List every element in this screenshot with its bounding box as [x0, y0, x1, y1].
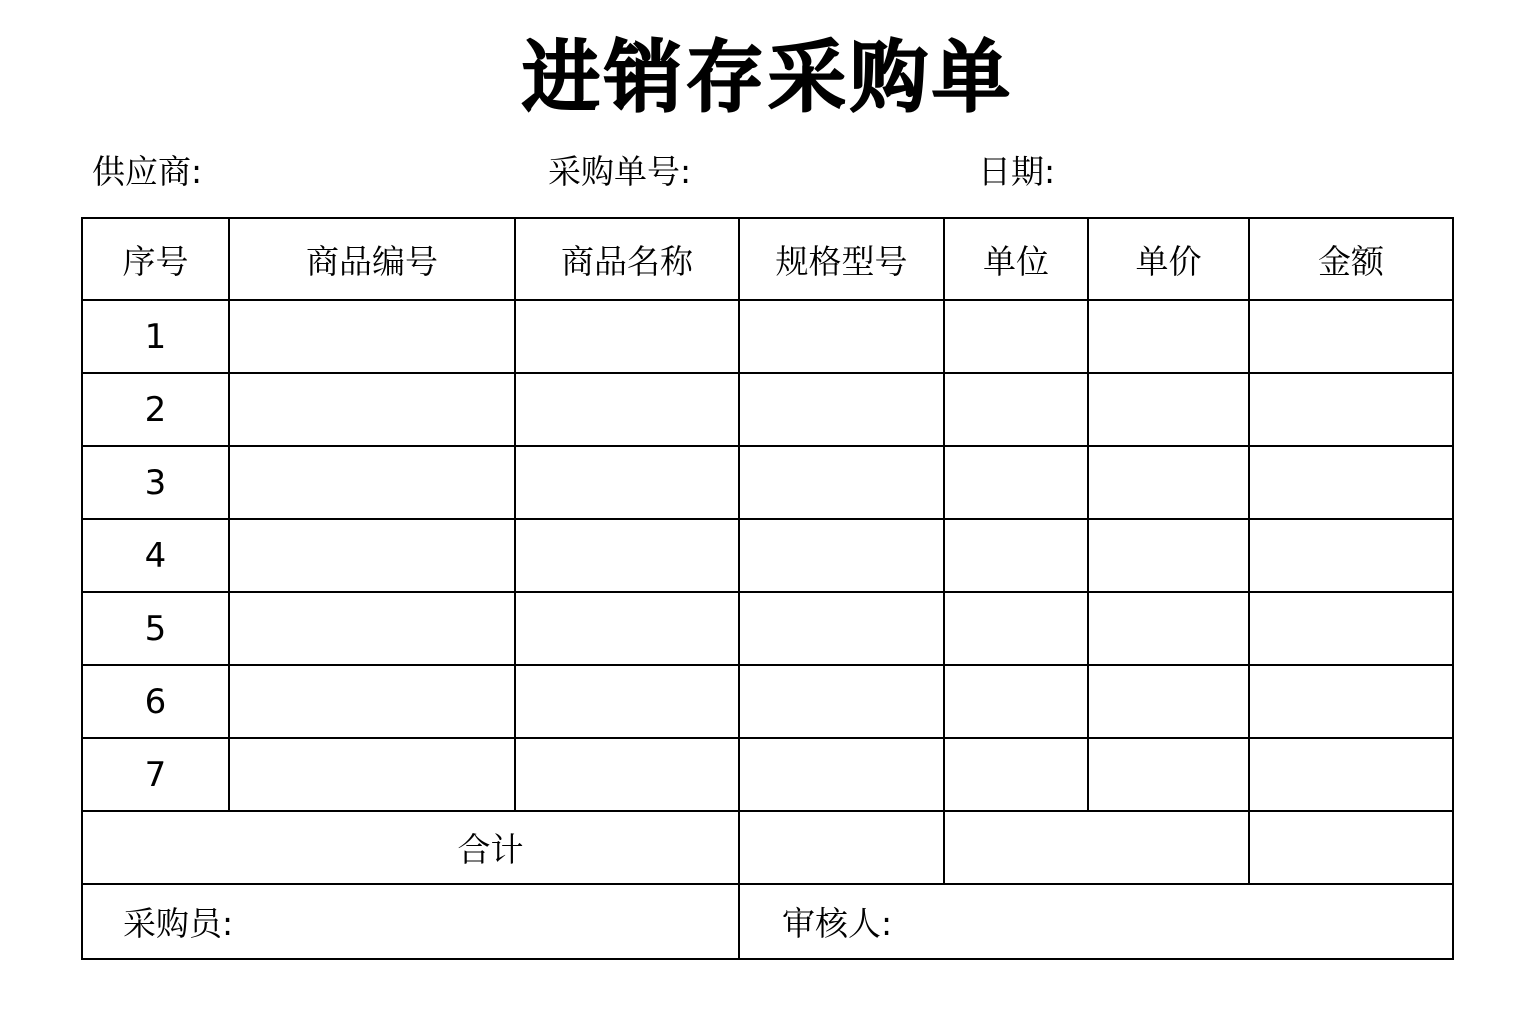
product-name-cell[interactable]	[515, 300, 739, 373]
unit-cell[interactable]	[944, 592, 1088, 665]
total-spec-cell[interactable]	[739, 811, 944, 884]
date-label: 日期:	[978, 152, 1056, 191]
header-product-name: 商品名称	[515, 218, 739, 300]
table-row	[82, 592, 1453, 665]
product-name-cell[interactable]	[515, 665, 739, 738]
table-row	[82, 446, 1453, 519]
unit-price-cell[interactable]	[1088, 592, 1249, 665]
amount-cell[interactable]	[1249, 300, 1453, 373]
header-unit-price: 单价	[1088, 218, 1249, 300]
supplier-label: 供应商:	[92, 152, 203, 191]
page-title: 进销存采购单	[521, 33, 1014, 123]
row-index: 7	[82, 738, 229, 811]
order-number-label: 采购单号:	[548, 152, 692, 191]
product-code-cell[interactable]	[229, 592, 515, 665]
product-name-cell[interactable]	[515, 738, 739, 811]
purchase-table	[81, 217, 1454, 960]
table-row	[82, 373, 1453, 446]
header-product-code: 商品编号	[229, 218, 515, 300]
header-unit: 单位	[944, 218, 1088, 300]
unit-cell[interactable]	[944, 665, 1088, 738]
table-row	[82, 519, 1453, 592]
header-spec-model: 规格型号	[739, 218, 944, 300]
row-index: 1	[82, 300, 229, 373]
amount-cell[interactable]	[1249, 665, 1453, 738]
reviewer-label[interactable]: 审核人:	[739, 884, 1453, 959]
table-row	[82, 738, 1453, 811]
amount-cell[interactable]	[1249, 373, 1453, 446]
total-label: 合计	[82, 811, 739, 884]
spec-model-cell[interactable]	[739, 592, 944, 665]
product-code-cell[interactable]	[229, 373, 515, 446]
spec-model-cell[interactable]	[739, 738, 944, 811]
row-index: 6	[82, 665, 229, 738]
row-index: 4	[82, 519, 229, 592]
header-index: 序号	[82, 218, 229, 300]
header-amount: 金额	[1249, 218, 1453, 300]
unit-cell[interactable]	[944, 300, 1088, 373]
product-code-cell[interactable]	[229, 665, 515, 738]
total-price-cell[interactable]	[944, 811, 1249, 884]
spec-model-cell[interactable]	[739, 665, 944, 738]
product-code-cell[interactable]	[229, 300, 515, 373]
table-row	[82, 665, 1453, 738]
signature-row	[82, 884, 1453, 959]
amount-cell[interactable]	[1249, 446, 1453, 519]
product-name-cell[interactable]	[515, 592, 739, 665]
row-index: 3	[82, 446, 229, 519]
amount-cell[interactable]	[1249, 519, 1453, 592]
table-header-row	[82, 218, 1453, 300]
unit-price-cell[interactable]	[1088, 519, 1249, 592]
unit-price-cell[interactable]	[1088, 373, 1249, 446]
unit-cell[interactable]	[944, 446, 1088, 519]
product-code-cell[interactable]	[229, 446, 515, 519]
total-amount-cell[interactable]	[1249, 811, 1453, 884]
row-index: 2	[82, 373, 229, 446]
spec-model-cell[interactable]	[739, 446, 944, 519]
product-name-cell[interactable]	[515, 446, 739, 519]
unit-price-cell[interactable]	[1088, 665, 1249, 738]
unit-cell[interactable]	[944, 519, 1088, 592]
unit-cell[interactable]	[944, 738, 1088, 811]
unit-cell[interactable]	[944, 373, 1088, 446]
unit-price-cell[interactable]	[1088, 300, 1249, 373]
product-name-cell[interactable]	[515, 519, 739, 592]
spec-model-cell[interactable]	[739, 300, 944, 373]
buyer-label[interactable]: 采购员:	[82, 884, 739, 959]
amount-cell[interactable]	[1249, 738, 1453, 811]
product-code-cell[interactable]	[229, 738, 515, 811]
unit-price-cell[interactable]	[1088, 738, 1249, 811]
spec-model-cell[interactable]	[739, 519, 944, 592]
row-index: 5	[82, 592, 229, 665]
amount-cell[interactable]	[1249, 592, 1453, 665]
product-name-cell[interactable]	[515, 373, 739, 446]
unit-price-cell[interactable]	[1088, 446, 1249, 519]
total-row	[82, 811, 1453, 884]
table-row	[82, 300, 1453, 373]
product-code-cell[interactable]	[229, 519, 515, 592]
spec-model-cell[interactable]	[739, 373, 944, 446]
